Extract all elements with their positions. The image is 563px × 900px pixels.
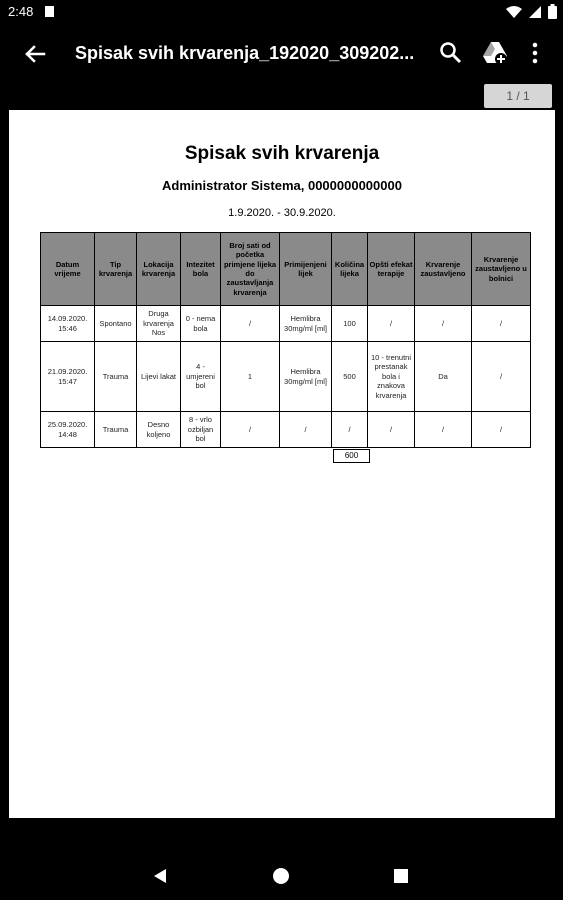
pdf-page [9, 110, 555, 818]
table-cell: 100 [332, 306, 368, 342]
table-cell: / [472, 342, 531, 412]
status-icons [506, 4, 557, 19]
column-header: Broj sati od početka primjene lijeka do zaustavljanja krvarenja [221, 233, 280, 306]
column-header: Intezitet bola [181, 233, 221, 306]
column-header: Količina lijeka [332, 233, 368, 306]
column-header: Primijenjeni lijek [280, 233, 332, 306]
table-cell: / [332, 412, 368, 448]
table-cell: Desno koljeno [137, 412, 181, 448]
table-row [41, 342, 531, 412]
report-date-range: 1.9.2020. - 30.9.2020. [228, 207, 336, 219]
table-cell: / [368, 412, 415, 448]
table-header-row [41, 233, 531, 306]
back-arrow-icon[interactable] [20, 40, 50, 68]
table-cell: / [221, 306, 280, 342]
table-cell: 21.09.2020. 15:47 [41, 342, 95, 412]
table-cell: Hemlibra 30mg/ml [ml] [280, 306, 332, 342]
navigation-bar [0, 850, 563, 900]
table-cell: / [472, 306, 531, 342]
nav-home-icon[interactable] [273, 868, 289, 884]
table-cell: Spontano [95, 306, 137, 342]
table-cell: 0 - nema bola [181, 306, 221, 342]
table-cell: / [368, 306, 415, 342]
table-cell: Da [415, 342, 472, 412]
table-cell: / [221, 412, 280, 448]
table-cell: / [472, 412, 531, 448]
table-cell: / [415, 306, 472, 342]
nav-recents-icon[interactable] [394, 869, 408, 883]
column-header: Opšti efekat terapije [368, 233, 415, 306]
table-cell: Trauma [95, 342, 137, 412]
table-row [41, 306, 531, 342]
page-counter: 1 / 1 [484, 84, 552, 108]
table-cell: Hemlibra 30mg/ml [ml] [280, 342, 332, 412]
column-header: Tip krvarenja [95, 233, 137, 306]
google-drive-add-icon[interactable] [482, 40, 508, 66]
column-header: Krvarenje zaustavljeno [415, 233, 472, 306]
table-cell: 4 - umjereni bol [181, 342, 221, 412]
column-header: Datum vrijeme [41, 233, 95, 306]
wifi-icon [506, 5, 522, 19]
table-cell: Lijevi lakat [137, 342, 181, 412]
battery-icon [548, 4, 557, 19]
table-cell: / [280, 412, 332, 448]
bleeding-table [40, 232, 531, 448]
table-cell: 14.09.2020. 15:46 [41, 306, 95, 342]
report-subtitle: Administrator Sistema, 0000000000000 [162, 178, 402, 193]
table-cell: 10 - trenutni prestanak bola i znakova krvarenja [368, 342, 415, 412]
status-bar [0, 0, 563, 24]
total-quantity: 600 [333, 449, 370, 463]
sd-card-icon [45, 6, 54, 17]
app-bar [0, 24, 563, 82]
table-cell: 8 - vrlo ozbiljan bol [181, 412, 221, 448]
column-header: Lokacija krvarenja [137, 233, 181, 306]
status-time: 2:48 [8, 4, 34, 19]
table-cell: 500 [332, 342, 368, 412]
table-row [41, 412, 531, 448]
table-cell: / [415, 412, 472, 448]
report-title: Spisak svih krvarenja [184, 143, 380, 164]
table-cell: 25.09.2020. 14:48 [41, 412, 95, 448]
table-cell: 1 [221, 342, 280, 412]
signal-icon [528, 5, 542, 19]
table-cell: Trauma [95, 412, 137, 448]
document-title: Spisak svih krvarenja_192020_309202... [75, 43, 415, 63]
more-options-icon[interactable] [528, 40, 542, 66]
table-cell: Druga krvarenja Nos [137, 306, 181, 342]
search-icon[interactable] [438, 40, 464, 66]
nav-back-icon[interactable] [154, 869, 166, 883]
column-header: Krvarenje zaustavljeno u bolnici [472, 233, 531, 306]
